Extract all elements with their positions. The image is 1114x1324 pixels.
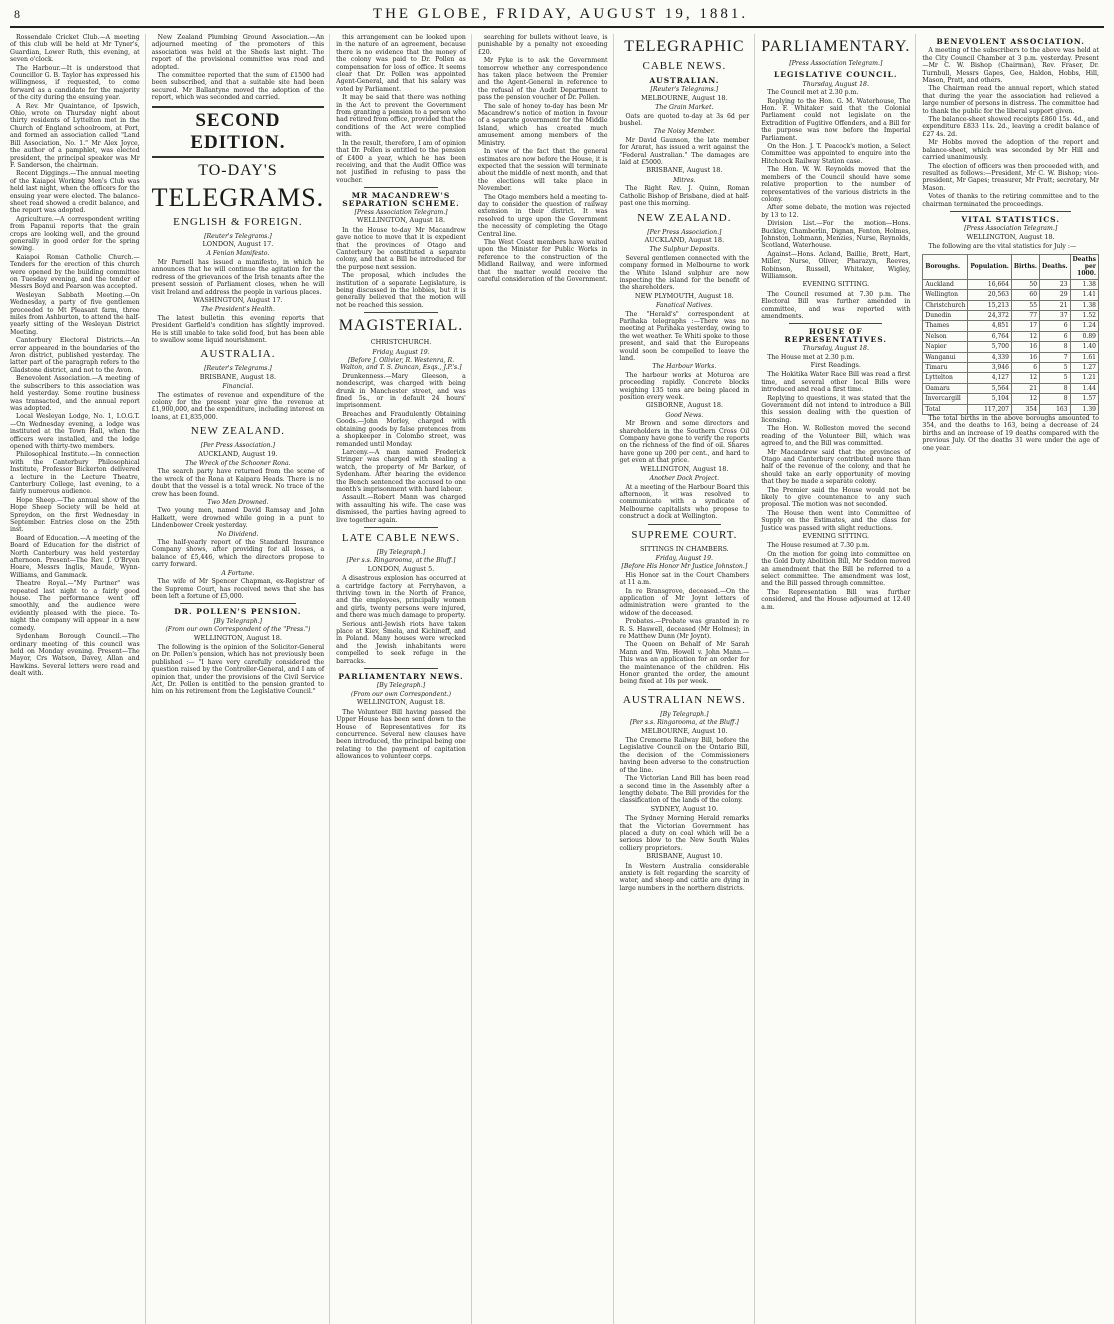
- article-paragraph: Agriculture.—A correspondent writing from Papanui reports that the grain crops are looking well, and the ground generally in good order for the spring sowing.: [10, 215, 140, 253]
- article-paragraph: Sydenham Borough Council.—The ordinary meeting of this council was held on Monday evening. Present—The Mayor, Crs Watson, Davey, Allan and Hawkins. Several letters were read and dealt with.: [10, 633, 140, 678]
- table-cell: 55: [1011, 300, 1039, 310]
- dateline: WELLINGTON, August 18.: [193, 633, 282, 642]
- table-cell: 4,339: [968, 352, 1012, 362]
- dateline: NEW PLYMOUTH, August 18.: [634, 291, 734, 300]
- table-body: [923, 279, 1099, 404]
- dateline: Thursday, August 18.: [802, 80, 869, 88]
- table-row: [923, 352, 1099, 362]
- location-heading: CHRISTCHURCH.: [370, 338, 432, 347]
- table-cell: 6: [1040, 321, 1071, 331]
- article-paragraph: The Council met at 2.30 p.m.: [767, 89, 859, 97]
- article-paragraph: In view of the fact that the general estimates are now before the House, it is expected that the session will terminate about the middle of next month, and that the elections will take place in November.: [477, 148, 608, 193]
- newspaper-title: THE GLOBE, FRIDAY, AUGUST 19, 1881.: [372, 6, 749, 22]
- dateline: Friday, August 19.: [655, 554, 714, 562]
- table-cell: Nelson: [923, 331, 968, 341]
- article-paragraph: After some debate, the motion was rejected by 13 to 12.: [761, 204, 911, 219]
- macandrew-heading: MR MACANDREW'S SEPARATION SCHEME.: [342, 191, 460, 208]
- subhead: A Fenian Manifesto.: [206, 250, 270, 258]
- article-paragraph: The Queen on Behalf of Mr Sarah Mann and Wm. Howell v. John Mann.—This was an application for an order for the maintenance of the children. His Honor granted the order, the amount being fixed at 10s per week.: [619, 641, 750, 686]
- dateline: MELBOURNE, August 18.: [641, 93, 728, 102]
- article-paragraph: The Council resumed at 7.30 p.m. The Electoral Bill was further amended in committee, and was reported with amendments.: [761, 290, 911, 320]
- table-row: [923, 373, 1099, 383]
- article-paragraph: On the motion for going into committee on the Gold Duty Abolition Bill, Mr Seddon moved an amendment that the Bill be referred to a select committee. The amendment was lost, and the Bill passed through committee.: [761, 550, 911, 588]
- table-cell: 20,563: [968, 290, 1012, 300]
- article-paragraph: The following is the opinion of the Solicitor-General on Dr. Pollen's pension, which has not previously been published :— "I have very carefully considered the question raised by the Controller-General, and I am of opinion that, under the provisions of the Civil Service Act, Dr. Pollen is entitled to the pension granted to him on his retirement from the Legislative Council.": [151, 643, 325, 696]
- table-cell: 1.41: [1070, 290, 1098, 300]
- table-cell: 17: [1011, 321, 1039, 331]
- table-cell: Total: [923, 404, 968, 414]
- australian-heading: AUSTRALIAN.: [649, 76, 720, 85]
- table-cell: 354: [1011, 404, 1039, 414]
- table-cell: 1.39: [1070, 404, 1098, 414]
- dateline: WELLINGTON, August 18.: [356, 698, 446, 707]
- dateline: BRISBANE, August 18.: [646, 166, 723, 175]
- article-paragraph: Canterbury Electoral Districts.—An error appeared in the boundaries of the Avon district, published yesterday. The latter part of the paragraph refers to the Gladstone district, and not to the Avon.: [10, 337, 140, 374]
- table-row: [923, 300, 1099, 310]
- australia-heading: AUSTRALIA.: [200, 348, 276, 361]
- article-paragraph: The "Herald's" correspondent at Parihaka telegraphs :—There was no meeting at Parihaka yesterday, owing to the wet weather. Te Whiti spoke to those present, and said that the Europeans would soon be compelled to leave the land.: [619, 310, 750, 362]
- magisterial-heading: MAGISTERIAL.: [338, 317, 464, 335]
- article-paragraph: searching for bullets without leave, is punishable by a penalty not exceeding £20.: [477, 34, 608, 56]
- article-paragraph: The Volunteer Bill having passed the Upper House has been sent down to the House of Representatives for its concurrence. Several new clauses have been introduced, the principal being one relating to the payment of capitation allowances to volunteer corps.: [336, 708, 466, 761]
- article-paragraph: Drunkenness.—Mary Gleeson, a nondescript, was charged with being drunk in Manchester street, and was fined 5s., or in default 24 hours' imprisonment.: [336, 372, 466, 410]
- table-cell: 8: [1040, 394, 1071, 404]
- table-row: [923, 383, 1099, 393]
- table-cell: 1.44: [1070, 383, 1098, 393]
- table-cell: 8: [1040, 342, 1071, 352]
- table-row: [923, 394, 1099, 404]
- article-paragraph: Kaiapoi Roman Catholic Church.—Tenders for the erection of this church were opened by the building committee on Tuesday evening, and the tender of Messrs Boyd and Pearson was accepted.: [10, 253, 140, 291]
- column-6: [761, 34, 916, 1324]
- source-line: [Reuter's Telegrams.]: [204, 365, 272, 373]
- table-cell: 3,946: [968, 363, 1012, 373]
- article-paragraph: A Rev. Mr Quaintance, of Ipswich, Ohio, wrote on Thursday night about thirty residents of Lyttelton met in the Church of England schoolroom, at Port, and formed an association called "Land Bill Association, No. 1." Mr Alex Joyce, the author of a pamphlet, was elected president, the principal speaker was Mr F. Sanderson, the chairman.: [10, 102, 140, 169]
- divider: [648, 524, 722, 525]
- table-cell: 12: [1011, 373, 1039, 383]
- source-line: [Press Association Telegram.]: [964, 225, 1058, 233]
- article-paragraph: The Hon. W. W. Reynolds moved that the members of the Council should have some relative proportion to the number of representatives of the various districts in the colony.: [761, 166, 911, 203]
- dateline: WELLINGTON, August 18.: [356, 216, 446, 225]
- table-cell: 1.40: [1070, 342, 1098, 352]
- table-cell: 1.38: [1070, 300, 1098, 310]
- table-cell: 1.24: [1070, 321, 1098, 331]
- column-7: [922, 34, 1104, 1324]
- source-line: [By Telegraph.]: [376, 548, 426, 556]
- australian-news-heading: AUSTRALIAN NEWS.: [622, 693, 746, 706]
- article-paragraph: Replying to the Hon. G. M. Waterhouse, The Hon. F. Whitaker said that the Colonial Parliament could not legislate on the Extradition of Fugitive Offenders, and a Bill for the purpose was now before the Imperial Parliament.: [761, 97, 911, 142]
- source-line: [Per s.s. Ringarooma, at the Bluff.]: [346, 557, 456, 565]
- article-paragraph: Recent Diggings.—The annual meeting of the Kaiapoi Working Men's Club was held last night, when the officers for the ensuing year were elected. The balance-sheet read showed a credit balance, and the report was adopted.: [10, 170, 140, 215]
- dateline: Thursday, August 18.: [802, 345, 869, 353]
- table-cell: 21: [1040, 300, 1071, 310]
- new-zealand-heading: NEW ZEALAND.: [637, 211, 732, 224]
- article-paragraph: Votes of thanks to the retiring committee and to the chairman terminated the proceedings.: [922, 193, 1099, 208]
- table-cell: 1.38: [1070, 279, 1098, 289]
- masthead: [10, 6, 1104, 28]
- article-paragraph: The Otago members held a meeting to-day to consider the question of railway extension in their district. It was resolved to urge upon the Government the necessity of completing the Otago Central line.: [477, 193, 608, 238]
- telegraphic-heading: TELEGRAPHIC: [624, 38, 745, 55]
- table-cell: 16: [1011, 342, 1039, 352]
- table-cell: 6,764: [968, 331, 1012, 341]
- article-paragraph: The Right Rev. J. Quinn, Roman Catholic Bishop of Brisbane, died at half-past one this morning.: [619, 185, 750, 208]
- article-paragraph: At a meeting of the Harbour Board this afternoon, it was resolved to communicate with a syndicate of Melbourne capitalists who propose to construct a dock at Wellington.: [619, 483, 750, 521]
- article-paragraph: Several gentlemen connected with the company formed in Melbourne to work the White Island sulphur are now inspecting the island for the benefit of the shareholders.: [619, 254, 750, 292]
- bench-line: [Before His Honor Mr Justice Johnston.]: [621, 563, 748, 571]
- table-cell: Lyttelton: [923, 373, 968, 383]
- columns: [10, 28, 1104, 1324]
- table-cell: Napier: [923, 342, 968, 352]
- column-header: Population.: [968, 254, 1012, 279]
- column-header: Deaths per 1000.: [1070, 254, 1098, 279]
- dateline: AUCKLAND, August 19.: [198, 449, 278, 458]
- subheading: EVENING SITTING.: [802, 531, 870, 540]
- todays-heading: TO-DAY'S: [198, 161, 278, 179]
- article-paragraph: In re Bransgrove, deceased.—On the application of Mr Joynt letters of administration were granted to the widow of the deceased.: [619, 587, 750, 617]
- article-paragraph: Board of Education.—A meeting of the Board of Education for the district of North Canterbury was held yesterday afternoon. Present—The Rev. J. O'Bryen Hoare, Messrs Inglis, Maude, Wynn-Williams, and Gammack.: [10, 534, 140, 579]
- table-cell: 12: [1011, 394, 1039, 404]
- article-paragraph: The House resumed at 7.30 p.m.: [767, 542, 870, 550]
- article-paragraph: The Cremorne Railway Bill, before the Legislative Council on the Ontario Bill, the decision of the Commissioners having been adverse to the construction of the line.: [619, 737, 750, 774]
- table-cell: 23: [1040, 279, 1071, 289]
- article-paragraph: The committee reported that the sum of £1500 had been subscribed, and that a suitable site had been secured. Mr Ballantyne moved the adoption of the report, which was seconded and carried.: [151, 72, 325, 102]
- subhead: The Noisy Member.: [653, 128, 715, 136]
- source-line: [Per Press Association.]: [200, 442, 276, 450]
- divider: [789, 323, 882, 324]
- table-cell: 8: [1040, 383, 1071, 393]
- dateline: LONDON, August 5.: [367, 564, 435, 573]
- column-4: [478, 34, 614, 1324]
- article-paragraph: New Zealand Plumbing Ground Association.—An adjourned meeting of the promoters of this association was held at the Sheds last night. The report of the provisional committee was read and adopted.: [151, 34, 325, 71]
- article-paragraph: Rossendale Cricket Club.—A meeting of this club will be held at Mr Tyner's, Guardian, Lower Ruth, this evening, at seven o'clock.: [10, 34, 140, 64]
- dateline: MELBOURNE, August 10.: [641, 726, 728, 735]
- article-paragraph: Mr Macandrew said that the provinces of Otago and Canterbury contributed more than half of the revenue of the colony, and that he should take an early opportunity of moving that they be made a separate colony.: [761, 448, 911, 486]
- article-paragraph: Probates.—Probate was granted in re R. S. Haswell, deceased (Mr Holmes); in re Matthew Dunn (Mr Joynt).: [619, 618, 750, 640]
- divider: [364, 668, 438, 669]
- divider: [364, 312, 438, 313]
- table-cell: Christchurch: [923, 300, 968, 310]
- divider: [950, 211, 1071, 212]
- article-paragraph: Benevolent Association.—A meeting of the subscribers to this association was held yesterday. Some routine business was transacted, and the annual report was adopted.: [10, 375, 140, 412]
- late-cable-heading: LATE CABLE NEWS.: [341, 531, 461, 544]
- article-paragraph: Mr Brown and some directors and shareholders in the Southern Cross Oil Company have gone to verify the reports on the richness of the find of oil. Shares have gone up 200 per cent., and hard to get even at that price.: [619, 420, 750, 465]
- article-paragraph: Wesleyan Sabbath Meeting.—On Wednesday, a party of five gentlemen proceeded to Mt Pleasant farm, three miles from Ashburton, to attend the half-yearly sitting of the Wesleyan District Meeting.: [10, 291, 140, 336]
- article-paragraph: The balance-sheet showed receipts £860 15s. 4d., and expenditure £833 11s. 2d., leaving a credit balance of £27 4s. 2d.: [922, 116, 1099, 138]
- column-header: Deaths.: [1040, 254, 1071, 279]
- subhead: The Wreck of the Schooner Rona.: [185, 460, 291, 467]
- table-cell: 5,104: [968, 394, 1012, 404]
- source-line: [By Telegraph.]: [213, 617, 263, 625]
- table-cell: 5,700: [968, 342, 1012, 352]
- article-paragraph: The Hokitika Water Race Bill was read a first time, and several other local Bills were introduced and read a first time.: [761, 371, 911, 394]
- table-cell: 1.61: [1070, 352, 1098, 362]
- article-paragraph: The estimates of revenue and expenditure of the colony for the present year give the revenue at £1,900,000, and the expenditure, including interest on loans, at £1,835,000.: [151, 391, 325, 421]
- table-cell: Thames: [923, 321, 968, 331]
- table-cell: Dunedin: [923, 311, 968, 321]
- article-paragraph: Philosophical Institute.—In connection with the Canterbury Philosophical Institute, Professor Bickerton delivered a lecture in the Lecture Theatre, Canterbury College, last evening, to a fairly numerous audience.: [10, 451, 140, 496]
- article-paragraph: The House met at 2.30 p.m.: [767, 353, 855, 361]
- source-line: [Per Press Association.]: [647, 228, 722, 236]
- article-paragraph: Assault.—Robert Mann was charged with assaulting his wife. The case was dismissed, the parties having agreed to live together again.: [336, 494, 466, 524]
- table-cell: 77: [1011, 311, 1039, 321]
- legislative-council-heading: LEGISLATIVE COUNCIL.: [774, 70, 898, 80]
- second-edition-heading: SECOND EDITION.: [152, 106, 325, 158]
- article-paragraph: Division List.—For the motion—Hons. Buckley, Chamberlin, Dignan, Fenton, Holmes, Johnston, Lohmann, Menzies, Nurse, Reynolds, Scotland, Waterhouse.: [761, 220, 911, 250]
- article-paragraph: The following are the vital statistics for July :—: [928, 243, 1077, 251]
- subhead: No Dividend.: [217, 530, 259, 538]
- article-paragraph: The Sydney Morning Herald remarks that the Victorian Government has placed a duty on coal which will be a serious blow to the New South Wales colliery proprietors.: [619, 815, 750, 852]
- article-paragraph: The wife of Mr Spencer Chapman, ex-Registrar of the Supreme Court, has received news that she has been left a fortune of £5,000.: [151, 578, 325, 600]
- article-paragraph: A meeting of the subscribers to the above was held at the City Council Chamber at 3 p.m. yesterday. Present—Mr C. W. Bishop (Chairman), Rev. Fraser, Dr. Turnbull, Messrs Gapes, Gee, Haldon, Hobbs, Hill, Mason, Pratt, and others.: [922, 47, 1099, 85]
- subhead: The Harbour Works.: [652, 363, 717, 371]
- vital-statistics-heading: VITAL STATISTICS.: [961, 214, 1060, 224]
- article-paragraph: Mr Parnell has issued a manifesto, in which he announces that he will continue the agitation for the redress of the grievances of the Irish tenants after the present session of Parliament closes, when he will visit Ireland and address the people in various places.: [151, 258, 325, 296]
- subheading: EVENING SITTING.: [802, 280, 870, 289]
- article-paragraph: The election of officers was then proceeded with, and resulted as follows:—President, Mr C. W. Bishop; vice-president, Mr Gapes; treasurer, Mr Pratt; secretary, Mr Mason.: [922, 162, 1099, 192]
- table-row: [923, 290, 1099, 300]
- article-paragraph: The Premier said the House would not be likely to give countenance to any such proposal. The motion was not seconded.: [761, 486, 911, 509]
- article-paragraph: Hope Sheep.—The annual show of the Hope Sheep Society will be held at Spreydon, on the first Wednesday in September. Entries close on the 25th inst.: [10, 496, 140, 534]
- article-paragraph: His Honor sat in the Court Chambers at 11 a.m.: [619, 571, 750, 587]
- subhead: Good News.: [665, 411, 704, 419]
- table-cell: 12: [1011, 331, 1039, 341]
- dateline: SYDNEY, August 10.: [650, 804, 719, 813]
- table-cell: 1.27: [1070, 363, 1098, 373]
- column-3: [336, 34, 472, 1324]
- subhead: Fanatical Natives.: [656, 302, 713, 310]
- source-line: [Reuter's Telegrams.]: [650, 86, 719, 94]
- table-row: [923, 279, 1099, 289]
- article-paragraph: Mr David Gaunson, the late member for Ararat, has issued a writ against the "Federal Australian." The damages are laid at £5000.: [619, 136, 750, 167]
- article-paragraph: The Hon. W. Rolleston moved the second reading of the Volunteer Bill, which was agreed to, and the Bill was committed.: [761, 425, 911, 448]
- article-paragraph: The harbour works at Moturoa are proceeding rapidly. Concrete blocks weighing 135 tons are being placed in position every week.: [619, 371, 750, 402]
- table-row: [923, 342, 1099, 352]
- article-paragraph: The total births in the above boroughs amounted to 354, and the deaths to 163, being a decrease of 24 births and an increase of 19 deaths compared with the previous July. Of the deaths 31 were under the age of one year.: [922, 415, 1099, 452]
- article-paragraph: The half-yearly report of the Standard Insurance Company shows, after providing for all losses, a balance of £5,446, which the directors propose to carry forward.: [151, 539, 325, 569]
- divider: [180, 603, 297, 604]
- table-cell: Timaru: [923, 363, 968, 373]
- cable-news-heading: CABLE NEWS.: [642, 60, 727, 72]
- source-line: (From our own Correspondent of the "Press."): [165, 626, 311, 634]
- table-header-row: [923, 254, 1099, 279]
- subheading: SITTINGS IN CHAMBERS.: [639, 544, 729, 553]
- table-cell: 5: [1040, 373, 1071, 383]
- page-number: 8: [14, 7, 21, 21]
- dateline: GISBORNE, August 18.: [645, 401, 724, 410]
- table-cell: 4,851: [968, 321, 1012, 331]
- column-header: Boroughs.: [923, 254, 968, 279]
- divider: [364, 527, 438, 528]
- subhead: Mitres.: [673, 176, 696, 184]
- divider: [364, 187, 438, 188]
- table-cell: 24,372: [968, 311, 1012, 321]
- divider: [648, 689, 722, 690]
- source-line: [Per s.s. Ringarooma, at the Bluff.]: [629, 719, 739, 727]
- subhead: Two Men Drowned.: [207, 499, 269, 507]
- subhead: The Sulphur Deposits.: [649, 246, 720, 254]
- article-paragraph: Serious anti-Jewish riots have taken place at Kiev, Smela, and Kichineff, and in Poland. Many houses were wrecked and the Jewish inhabitants were compelled to seek refuge in the barracks.: [336, 620, 466, 665]
- parliamentary-news-heading: PARLIAMENTARY NEWS.: [338, 672, 464, 682]
- article-paragraph: Larceny.—A man named Frederick Stringer was charged with stealing a watch, the property of Mr Barker, of Sydenham. After hearing the evidence the Bench sentenced the accused to one month's imprisonment with hard labour.: [336, 448, 466, 493]
- vital-statistics-table: [922, 254, 1099, 416]
- table-cell: 29: [1040, 290, 1071, 300]
- column-5: [620, 34, 756, 1324]
- article-paragraph: In the House to-day Mr Macandrew gave notice to move that it is expedient that the provinces of Otago and Canterbury be constituted a separate colony, and that a Bill be introduced for the purpose next session.: [336, 226, 466, 271]
- subhead: Financial.: [222, 383, 254, 391]
- table-cell: 163: [1040, 404, 1071, 414]
- subhead: A Fortune.: [221, 569, 255, 577]
- column-1: [10, 34, 146, 1324]
- dateline: BRISBANE, August 10.: [646, 852, 723, 861]
- table-cell: Oamaru: [923, 383, 968, 393]
- article-paragraph: The Chairman read the annual report, which stated that during the year the association had relieved a large number of persons in distress. The committee had to thank the public for the liberal support given.: [922, 85, 1099, 115]
- column-header: Births.: [1011, 254, 1039, 279]
- dateline: WASHINGTON, August 17.: [193, 295, 283, 304]
- house-of-representatives-heading: HOUSE OF REPRESENTATIVES.: [784, 327, 888, 344]
- table-row: [923, 363, 1099, 373]
- table-cell: 50: [1011, 279, 1039, 289]
- subhead: Another Dock Project.: [649, 475, 720, 483]
- new-zealand-heading: NEW ZEALAND.: [190, 425, 286, 438]
- table-cell: 16,664: [968, 279, 1012, 289]
- article-paragraph: The sale of honey to-day has been Mr Macandrew's notice of motion in favour of a separate government for the Middle Island, which has created much amusement among members of the Ministry.: [477, 102, 608, 147]
- table-cell: 117,207: [968, 404, 1012, 414]
- article-paragraph: Theatre Royal.—"My Partner" was repeated last night to a fairly good house. The performance went off smoothly, and the audience were evidently pleased with the piece. To-night the company will appear in a new comedy.: [10, 580, 140, 632]
- article-paragraph: The Victorian Land Bill has been read a second time in the Assembly after a lengthy debate. The Bill provides for the classification of the lands of the colony.: [619, 775, 750, 805]
- table-cell: Wellington: [923, 290, 968, 300]
- article-paragraph: A disastrous explosion has occurred at a cartridge factory at Ferryhaven, a thriving town in the North of France, and the employees, principally women and girls, twenty persons were injured, and there was much damage to property.: [336, 575, 466, 620]
- table-cell: 0.89: [1070, 331, 1098, 341]
- table-row: [923, 331, 1099, 341]
- article-paragraph: On the Hon. J. T. Peacock's motion, a Select Committee was appointed to enquire into the Hitchcock Railway Station case.: [761, 143, 911, 165]
- article-paragraph: The latest bulletin this evening reports that President Garfield's condition has slightly improved. He is still unable to take solid food, but has been able to swallow some liquid nourishment.: [151, 314, 325, 344]
- subheading: First Readings.: [810, 361, 861, 370]
- dateline: WELLINGTON, August 18.: [966, 232, 1055, 241]
- pension-heading: DR. POLLEN'S PENSION.: [174, 607, 302, 617]
- column-2: [152, 34, 331, 1324]
- table-cell: 7: [1040, 352, 1071, 362]
- source-line: (From our own Correspondent.): [350, 690, 452, 698]
- dateline: LONDON, August 17.: [202, 240, 274, 249]
- table-cell: 15,213: [968, 300, 1012, 310]
- article-paragraph: Two young men, named David Ramsay and John Halkett, were drowned while going in a punt to Lindenbower Creek yesterday.: [151, 507, 325, 530]
- source-line: [Press Association Telegram.]: [789, 60, 883, 67]
- benevolent-heading: BENEVOLENT ASSOCIATION.: [936, 37, 1085, 46]
- table-cell: Auckland: [923, 279, 968, 289]
- article-paragraph: Against—Hons. Acland, Baillie, Brett, Hart, Miller, Nurse, Oliver, Pharazyn, Reeves, Robinson, Russell, Whitaker, Wigley, Williamson.: [761, 250, 911, 280]
- table-cell: Wanganui: [923, 352, 968, 362]
- source-line: [Press Association Telegram.]: [354, 208, 448, 216]
- article-paragraph: Mr Hobbs moved the adoption of the report and balance-sheet, which was seconded by Mr Hill and carried unanimously.: [922, 139, 1099, 162]
- source-line: [Reuter's Telegrams.]: [204, 232, 272, 240]
- telegrams-heading: TELEGRAMS.: [151, 182, 325, 212]
- table-cell: 6: [1011, 363, 1039, 373]
- subhead: The Grain Market.: [655, 104, 714, 112]
- article-paragraph: Local Wesleyan Lodge, No. 1, I.O.G.T.—On Wednesday evening, a lodge was instituted at the Town Hall, when the officers were installed, and the lodge opened with thirty-two members.: [10, 413, 140, 450]
- source-line: [By Telegraph.]: [660, 710, 709, 718]
- dateline: AUCKLAND, August 18.: [644, 235, 725, 244]
- table-cell: 60: [1011, 290, 1039, 300]
- article-paragraph: Breaches and Fraudulently Obtaining Goods.—John Morley, charged with obtaining goods by false pretences from a shopkeeper in Colombo street, was remanded until Monday.: [336, 410, 466, 448]
- article-paragraph: Oats are quoted to-day at 3s 6d per bushel.: [619, 112, 750, 128]
- article-paragraph: The proposal, which includes the institution of a separate Legislature, is being discussed in the lobbies, but it is generally believed that the motion will not be reached this session.: [336, 272, 466, 309]
- article-paragraph: The search party have returned from the scene of the wreck of the Rona at Kaipara Heads. There is no doubt that the vessel is a total wreck. No trace of the crew has been found.: [151, 468, 325, 498]
- article-paragraph: In Western Australia considerable anxiety is felt regarding the scarcity of water, and sheep and cattle are dying in large numbers in the northern districts.: [619, 862, 750, 892]
- article-paragraph: Mr Fyke is to ask the Government tomorrow whether any correspondence has taken place between the Premier and the Agent-General in reference to the refusal of the Audit Department to pass the pension voucher of Dr. Pollen.: [477, 57, 608, 102]
- table-cell: 1.57: [1070, 394, 1098, 404]
- article-paragraph: The Harbour.—It is understood that Councillor G. B. Taylor has expressed his willingness, if requested, to come forward as a candidate for the majority of the city during the ensuing year.: [10, 64, 140, 102]
- article-paragraph: In the result, therefore, I am of opinion that Dr. Pollen is entitled to the pension of £400 a year, which he has been receiving, and that the Audit Office was not justified in refusing to pass the voucher.: [336, 139, 466, 184]
- supreme-court-heading: SUPREME COURT.: [631, 528, 738, 541]
- article-paragraph: The House then went into Committee of Supply on the Estimates, and the class for Justice was passed with slight reductions.: [761, 509, 911, 532]
- table-cell: 6: [1040, 331, 1071, 341]
- source-line: [By Telegraph.]: [376, 682, 426, 690]
- article-paragraph: The Representation Bill was further considered, and the House adjourned at 12.40 a.m.: [761, 588, 911, 611]
- article-paragraph: It may be said that there was nothing in the Act to prevent the Government from granting a pension to a person who had retired from office, provided that the conditions of the Act were complied with.: [336, 94, 466, 139]
- table-cell: 5,564: [968, 383, 1012, 393]
- table-row: [923, 311, 1099, 321]
- table-cell: 21: [1011, 383, 1039, 393]
- english-foreign-heading: ENGLISH & FOREIGN.: [173, 215, 303, 228]
- parliamentary-heading: PARLIAMENTARY.: [761, 38, 911, 55]
- dateline: WELLINGTON, August 18.: [640, 464, 729, 473]
- table-cell: 16: [1011, 352, 1039, 362]
- table-cell: 5: [1040, 363, 1071, 373]
- dateline: Friday, August 19.: [372, 348, 430, 356]
- dateline: BRISBANE, August 18.: [199, 372, 277, 381]
- table-cell: 4,127: [968, 373, 1012, 383]
- table-cell: 37: [1040, 311, 1071, 321]
- table-cell: Invercargill: [923, 394, 968, 404]
- article-paragraph: Replying to questions, it was stated that the Government did not intend to introduce a Bill this session dealing with the question of licensing.: [761, 394, 911, 424]
- table-cell: 1.52: [1070, 311, 1098, 321]
- bench-line: [Before J. Ollivier, R. Westenra, R. Walton, and T. S. Duncan, Esqs., J.P.'s.]: [340, 357, 462, 372]
- article-paragraph: The West Coast members have waited upon the Minister for Public Works in reference to the construction of the Midland Railway, and were informed that the matter would receive the careful consideration of the Government.: [477, 238, 608, 283]
- table-total-row: [923, 404, 1099, 414]
- subhead: The President's Health.: [201, 306, 275, 314]
- table-row: [923, 321, 1099, 331]
- table-cell: 1.21: [1070, 373, 1098, 383]
- article-paragraph: this arrangement can be looked upon in the nature of an agreement, because there is no evidence that the money of the colony was paid to Dr. Pollen as compensation for loss of office. It seems clear that Dr. Pollen was appointed Agent-General, and that his salary was voted by Parliament.: [336, 34, 466, 93]
